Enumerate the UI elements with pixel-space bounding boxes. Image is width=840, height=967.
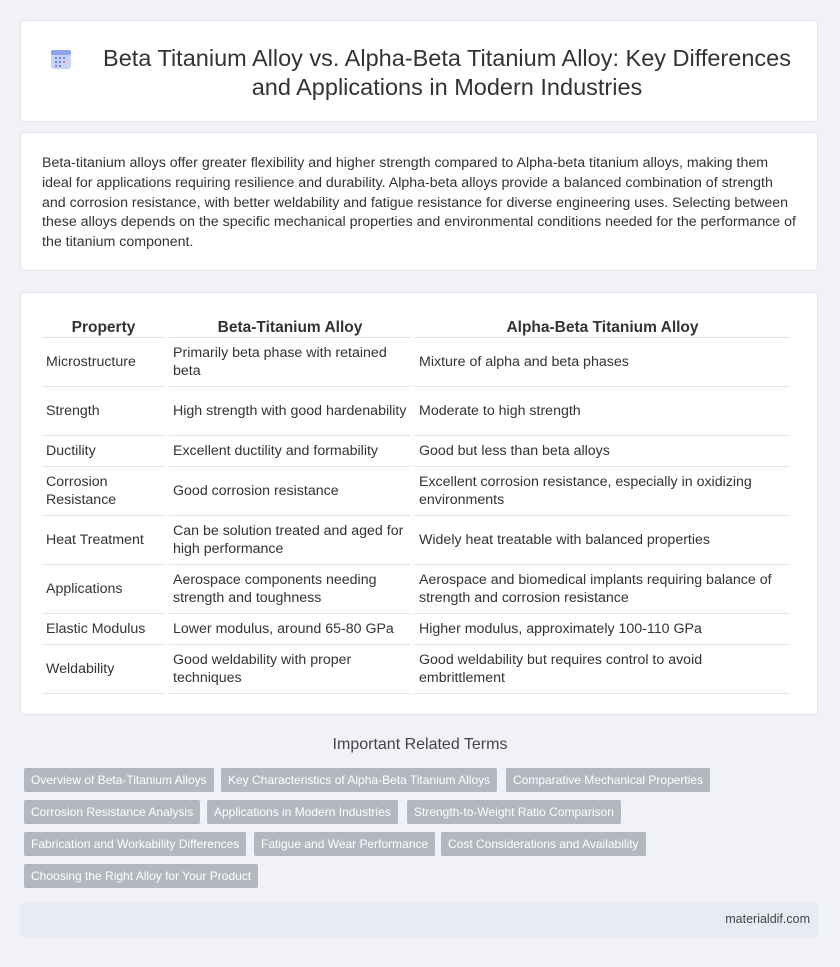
column-header: Alpha-Beta Titanium Alloy	[415, 318, 790, 338]
table-row	[42, 614, 790, 645]
comparison-table	[38, 318, 794, 694]
table-row	[42, 565, 790, 614]
comparison-table-card	[20, 292, 818, 715]
table-row	[42, 338, 790, 387]
table-cell: High strength with good hardenability	[169, 387, 411, 436]
related-term-tag[interactable]: Key Characteristics of Alpha-Beta Titanium Alloys	[221, 768, 497, 792]
table-cell: Moderate to high strength	[415, 387, 790, 436]
table-cell: Heat Treatment	[42, 516, 165, 565]
page-title: Beta Titanium Alloy vs. Alpha-Beta Titanium Alloy: Key Differences and Applications in Modern Industries	[103, 45, 791, 100]
table-row	[42, 387, 790, 436]
document-list-icon	[49, 47, 73, 71]
table-cell: Weldability	[42, 645, 165, 694]
table-cell: Good corrosion resistance	[169, 467, 411, 516]
table-cell: Lower modulus, around 65-80 GPa	[169, 614, 411, 645]
table-cell: Excellent ductility and formability	[169, 436, 411, 467]
related-term-tag[interactable]: Overview of Beta-Titanium Alloys	[24, 768, 214, 792]
table-row	[42, 436, 790, 467]
header-card	[20, 20, 818, 122]
table-cell: Good but less than beta alloys	[415, 436, 790, 467]
related-term-tag[interactable]: Strength-to-Weight Ratio Comparison	[407, 800, 621, 824]
table-cell: Excellent corrosion resistance, especially in oxidizing environments	[415, 467, 790, 516]
related-term-tag[interactable]: Corrosion Resistance Analysis	[24, 800, 200, 824]
related-term-tag[interactable]: Cost Considerations and Availability	[441, 832, 646, 856]
column-header: Property	[42, 318, 165, 338]
table-cell: Widely heat treatable with balanced properties	[415, 516, 790, 565]
table-cell: Good weldability but requires control to avoid embrittlement	[415, 645, 790, 694]
table-cell: Corrosion Resistance	[42, 467, 165, 516]
table-cell: Higher modulus, approximately 100-110 GPa	[415, 614, 790, 645]
footer	[20, 903, 819, 937]
table-cell: Aerospace components needing strength and toughness	[169, 565, 411, 614]
table-cell: Strength	[42, 387, 165, 436]
related-term-tag[interactable]: Fabrication and Workability Differences	[24, 832, 246, 856]
related-terms-title: Important Related Terms	[332, 736, 508, 753]
intro-text: Beta-titanium alloys offer greater flexibility and higher strength compared to Alpha-beta titanium alloys, making them ideal for applications requiring resilience and durability. Alpha-beta alloys provide a balanced combination of strength and corrosion resistance, with better weldability and fatigue resistance for diverse engineering uses. Selecting between these alloys depends on the specific mechanical properties and environmental conditions needed for the performance of the titanium component.	[42, 155, 796, 251]
intro-card	[20, 132, 818, 271]
table-cell: Can be solution treated and aged for high performance	[169, 516, 411, 565]
related-term-tag[interactable]: Comparative Mechanical Properties	[506, 768, 710, 792]
table-cell: Applications	[42, 565, 165, 614]
table-cell: Elastic Modulus	[42, 614, 165, 645]
table-cell: Microstructure	[42, 338, 165, 387]
table-cell: Aerospace and biomedical implants requiring balance of strength and corrosion resistance	[415, 565, 790, 614]
related-term-tag[interactable]: Choosing the Right Alloy for Your Product	[24, 864, 258, 888]
related-term-tag[interactable]: Applications in Modern Industries	[207, 800, 398, 824]
table-cell: Ductility	[42, 436, 165, 467]
table-cell: Good weldability with proper techniques	[169, 645, 411, 694]
table-cell: Primarily beta phase with retained beta	[169, 338, 411, 387]
footer-site-link[interactable]: materialdif.com	[725, 912, 810, 926]
table-row	[42, 516, 790, 565]
column-header: Beta-Titanium Alloy	[169, 318, 411, 338]
table-header-row	[42, 318, 790, 338]
table-row	[42, 467, 790, 516]
related-term-tag[interactable]: Fatigue and Wear Performance	[254, 832, 435, 856]
table-cell: Mixture of alpha and beta phases	[415, 338, 790, 387]
table-row	[42, 645, 790, 694]
